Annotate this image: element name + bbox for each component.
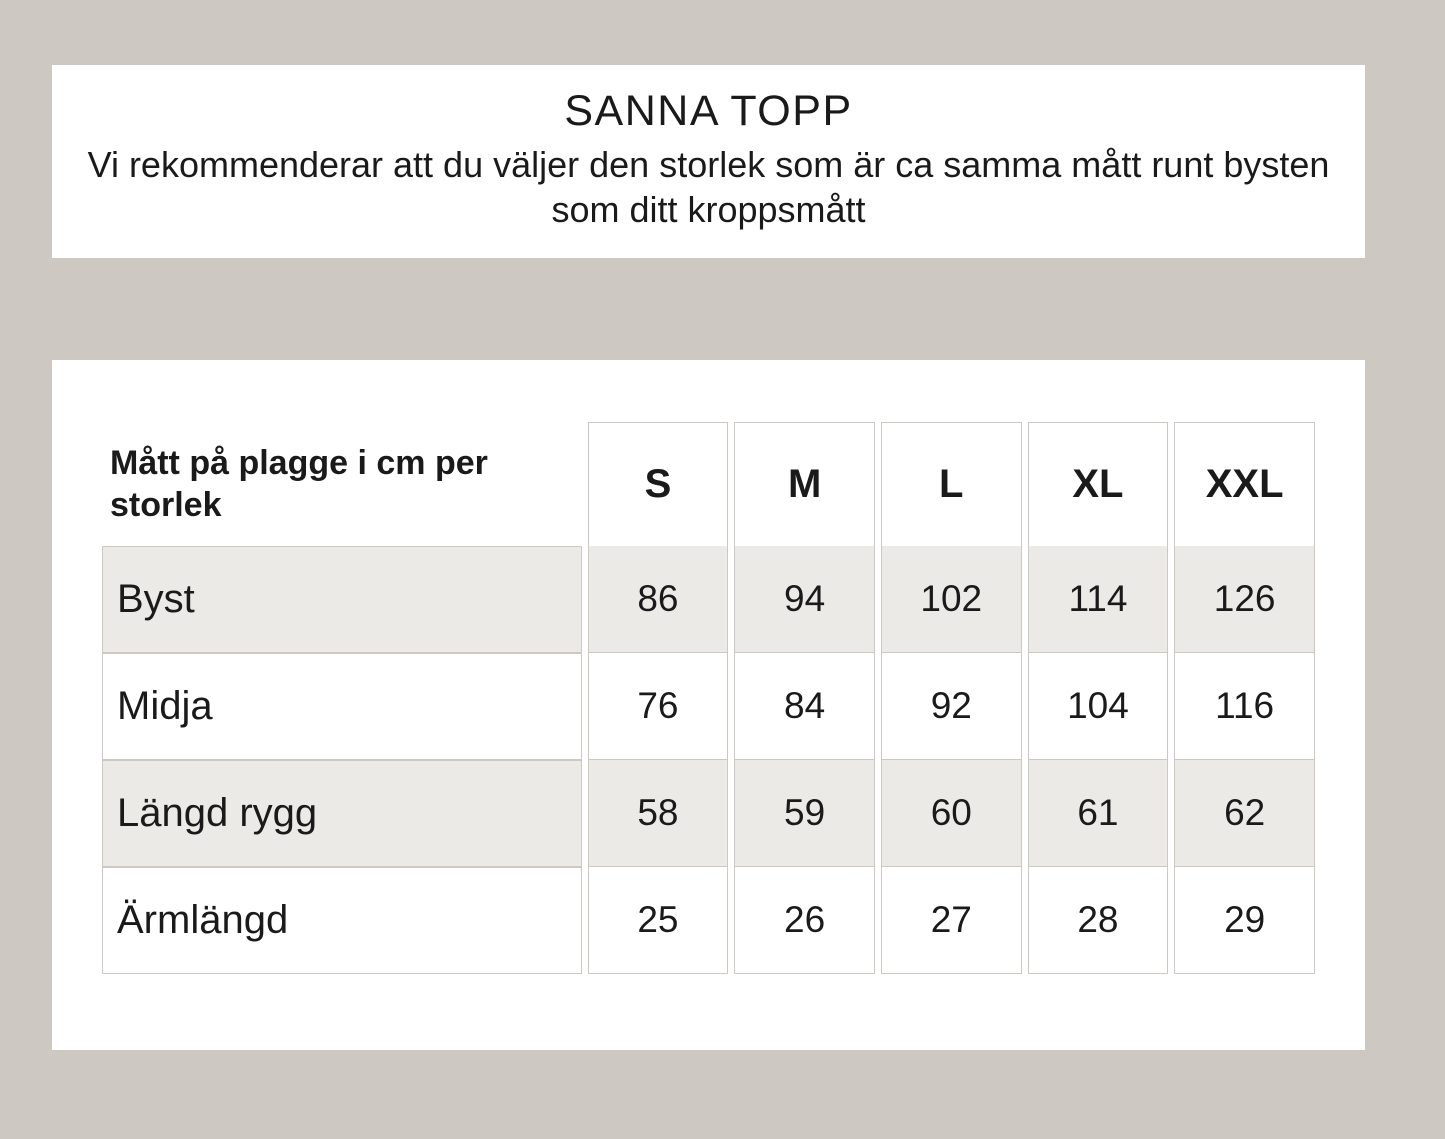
cell-langd-rygg-xl: 61	[1028, 760, 1169, 867]
page-title: SANNA TOPP	[564, 87, 853, 135]
cell-byst-xxl: 126	[1174, 546, 1315, 653]
column-header-measurement: Mått på plagge i cm per storlek	[102, 422, 582, 546]
row-label-midja: Midja	[102, 653, 582, 760]
size-table	[96, 422, 1321, 974]
size-table-card	[52, 360, 1365, 1050]
page-subtitle: Vi rekommenderar att du väljer den storlek som är ca samma mått runt bysten som ditt kroppsmått	[87, 144, 1330, 231]
cell-langd-rygg-l: 60	[881, 760, 1022, 867]
cell-langd-rygg-xxl: 62	[1174, 760, 1315, 867]
cell-langd-rygg-m: 59	[734, 760, 875, 867]
column-header-size-l: L	[881, 422, 1022, 546]
table-row	[102, 867, 1315, 974]
column-header-size-xxl: XXL	[1174, 422, 1315, 546]
header-card	[52, 65, 1365, 258]
cell-armlangd-l: 27	[881, 867, 1022, 974]
cell-midja-s: 76	[588, 653, 729, 760]
cell-armlangd-s: 25	[588, 867, 729, 974]
cell-byst-xl: 114	[1028, 546, 1169, 653]
row-label-armlangd: Ärmlängd	[102, 867, 582, 974]
cell-langd-rygg-s: 58	[588, 760, 729, 867]
table-row	[102, 653, 1315, 760]
row-label-langd-rygg: Längd rygg	[102, 760, 582, 867]
cell-armlangd-m: 26	[734, 867, 875, 974]
cell-byst-m: 94	[734, 546, 875, 653]
cell-armlangd-xxl: 29	[1174, 867, 1315, 974]
cell-byst-l: 102	[881, 546, 1022, 653]
cell-armlangd-xl: 28	[1028, 867, 1169, 974]
table-row	[102, 760, 1315, 867]
cell-midja-m: 84	[734, 653, 875, 760]
row-label-byst: Byst	[102, 546, 582, 653]
cell-midja-l: 92	[881, 653, 1022, 760]
cell-byst-s: 86	[588, 546, 729, 653]
table-header-row	[102, 422, 1315, 546]
table-row	[102, 546, 1315, 653]
column-header-size-s: S	[588, 422, 729, 546]
column-header-size-xl: XL	[1028, 422, 1169, 546]
cell-midja-xxl: 116	[1174, 653, 1315, 760]
cell-midja-xl: 104	[1028, 653, 1169, 760]
column-header-size-m: M	[734, 422, 875, 546]
